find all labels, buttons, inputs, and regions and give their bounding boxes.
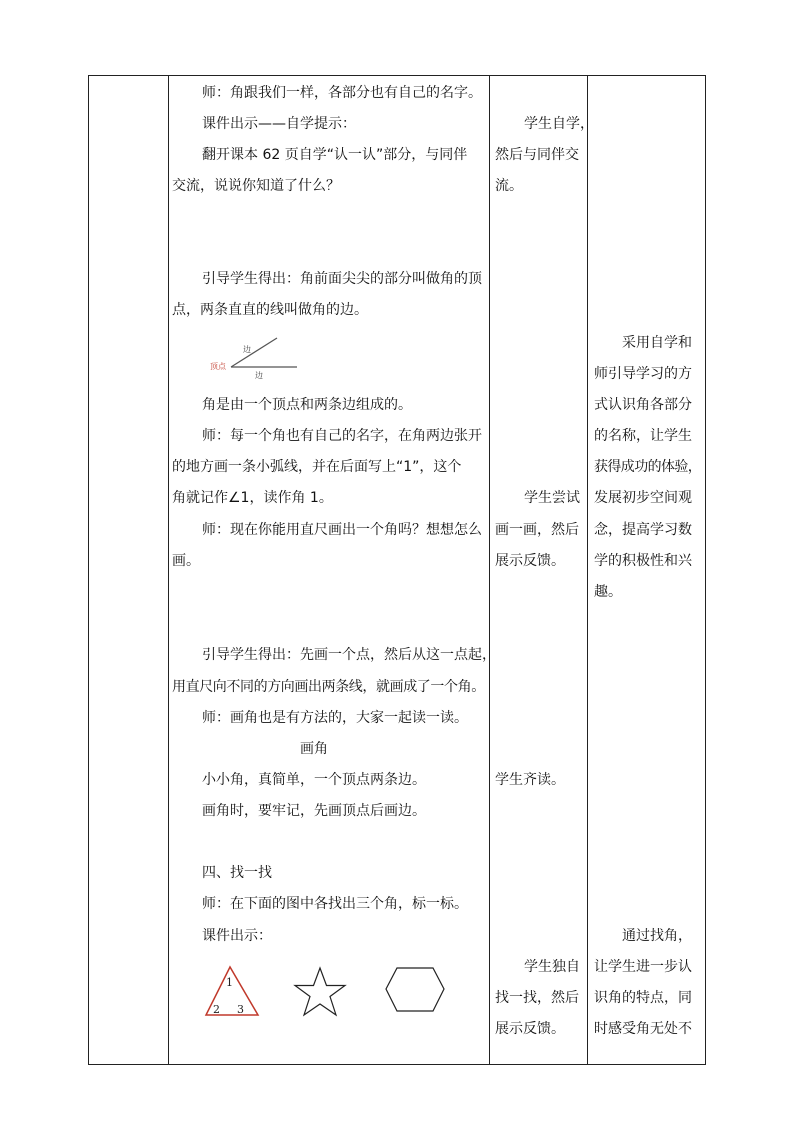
- naming-line-3: 角就记作∠1，读作角 1。: [172, 490, 333, 506]
- design-intent-a-8: 学的积极性和兴: [594, 553, 692, 569]
- student-activity-b-2: 画一画，然后: [495, 522, 579, 538]
- triangle-angle-2: 2: [213, 1003, 220, 1016]
- self-study-line-1: 翻开课本 62 页自学“认一认”部分，与同伴: [202, 147, 468, 163]
- angle-diagram: [205, 330, 305, 380]
- find-angles-instruction: 师：在下面的图中各找出三个角，标一标。: [202, 896, 468, 912]
- poem-line-1: 小小角，真简单，一个顶点两条边。: [202, 772, 426, 788]
- guide-line-1: 引导学生得出：角前面尖尖的部分叫做角的顶: [202, 271, 482, 287]
- triangle-angle-1: 1: [226, 976, 233, 989]
- student-activity-a-2: 然后与同伴交: [495, 147, 579, 163]
- student-activity-c-1: 学生齐读。: [495, 772, 565, 788]
- student-activity-a-3: 流。: [495, 178, 523, 194]
- edge-label-top: 边: [243, 345, 251, 354]
- design-intent-a-4: 的名称，让学生: [594, 428, 692, 444]
- guide-line-2: 点，两条直直的线叫做角的边。: [172, 302, 368, 318]
- courseware-hint: 课件出示——自学提示：: [202, 116, 356, 132]
- hexagon-shape: [383, 965, 447, 1015]
- column-divider-3: [587, 76, 588, 1064]
- design-intent-b-3: 识角的特点，同: [594, 990, 692, 1006]
- triangle-shape: [200, 963, 264, 1019]
- student-activity-b-1: 学生尝试: [524, 490, 580, 506]
- design-intent-a-3: 式认识角各部分: [594, 397, 692, 413]
- angle-edge-upper: [231, 338, 277, 367]
- section-four-title: 四、找一找: [202, 865, 272, 881]
- courseware-show: 课件出示：: [202, 928, 272, 944]
- column-divider-2: [489, 76, 490, 1064]
- triangle-angle-3: 3: [237, 1003, 244, 1016]
- poem-title: 画角: [300, 741, 328, 757]
- design-intent-a-6: 发展初步空间观: [594, 490, 692, 506]
- column-divider-1: [168, 76, 169, 1064]
- star-shape: [292, 965, 348, 1019]
- draw-method-2: 用直尺向不同的方向画出两条线，就画成了一个角。: [172, 679, 485, 695]
- design-intent-a-9: 趣。: [594, 584, 622, 600]
- naming-line-1: 师：每一个角也有自己的名字，在角两边张开: [202, 428, 482, 444]
- student-activity-b-3: 展示反馈。: [495, 553, 565, 569]
- student-activity-d-1: 学生独自: [524, 959, 580, 975]
- draw-question-2: 画。: [172, 553, 200, 569]
- self-study-line-2: 交流，说说你知道了什么？: [172, 178, 340, 194]
- student-activity-d-3: 展示反馈。: [495, 1021, 565, 1037]
- edge-label-bottom: 边: [255, 371, 263, 380]
- design-intent-b-2: 让学生进一步认: [594, 959, 692, 975]
- design-intent-b-1: 通过找角，: [622, 928, 692, 944]
- student-activity-d-2: 找一找，然后: [495, 990, 579, 1006]
- poem-line-2: 画角时，要牢记，先画顶点后画边。: [202, 803, 426, 819]
- draw-question-1: 师：现在你能用直尺画出一个角吗？想想怎么: [202, 522, 482, 538]
- naming-line-2: 的地方画一条小弧线，并在后面写上“1”，这个: [172, 459, 462, 475]
- design-intent-a-5: 获得成功的体验，: [594, 459, 702, 475]
- vertex-label: 顶点: [210, 362, 226, 371]
- teacher-line-1: 师：角跟我们一样，各部分也有自己的名字。: [202, 85, 482, 101]
- draw-method-1: 引导学生得出：先画一个点，然后从这一点起，: [202, 647, 496, 663]
- design-intent-b-4: 时感受角无处不: [594, 1021, 692, 1037]
- design-intent-a-1: 采用自学和: [622, 335, 692, 351]
- angle-composition: 角是由一个顶点和两条边组成的。: [202, 397, 412, 413]
- read-together: 师：画角也是有方法的，大家一起读一读。: [202, 710, 468, 726]
- student-activity-a-1: 学生自学，: [524, 116, 594, 132]
- design-intent-a-7: 念，提高学习数: [594, 522, 692, 538]
- design-intent-a-2: 师引导学习的方: [594, 366, 692, 382]
